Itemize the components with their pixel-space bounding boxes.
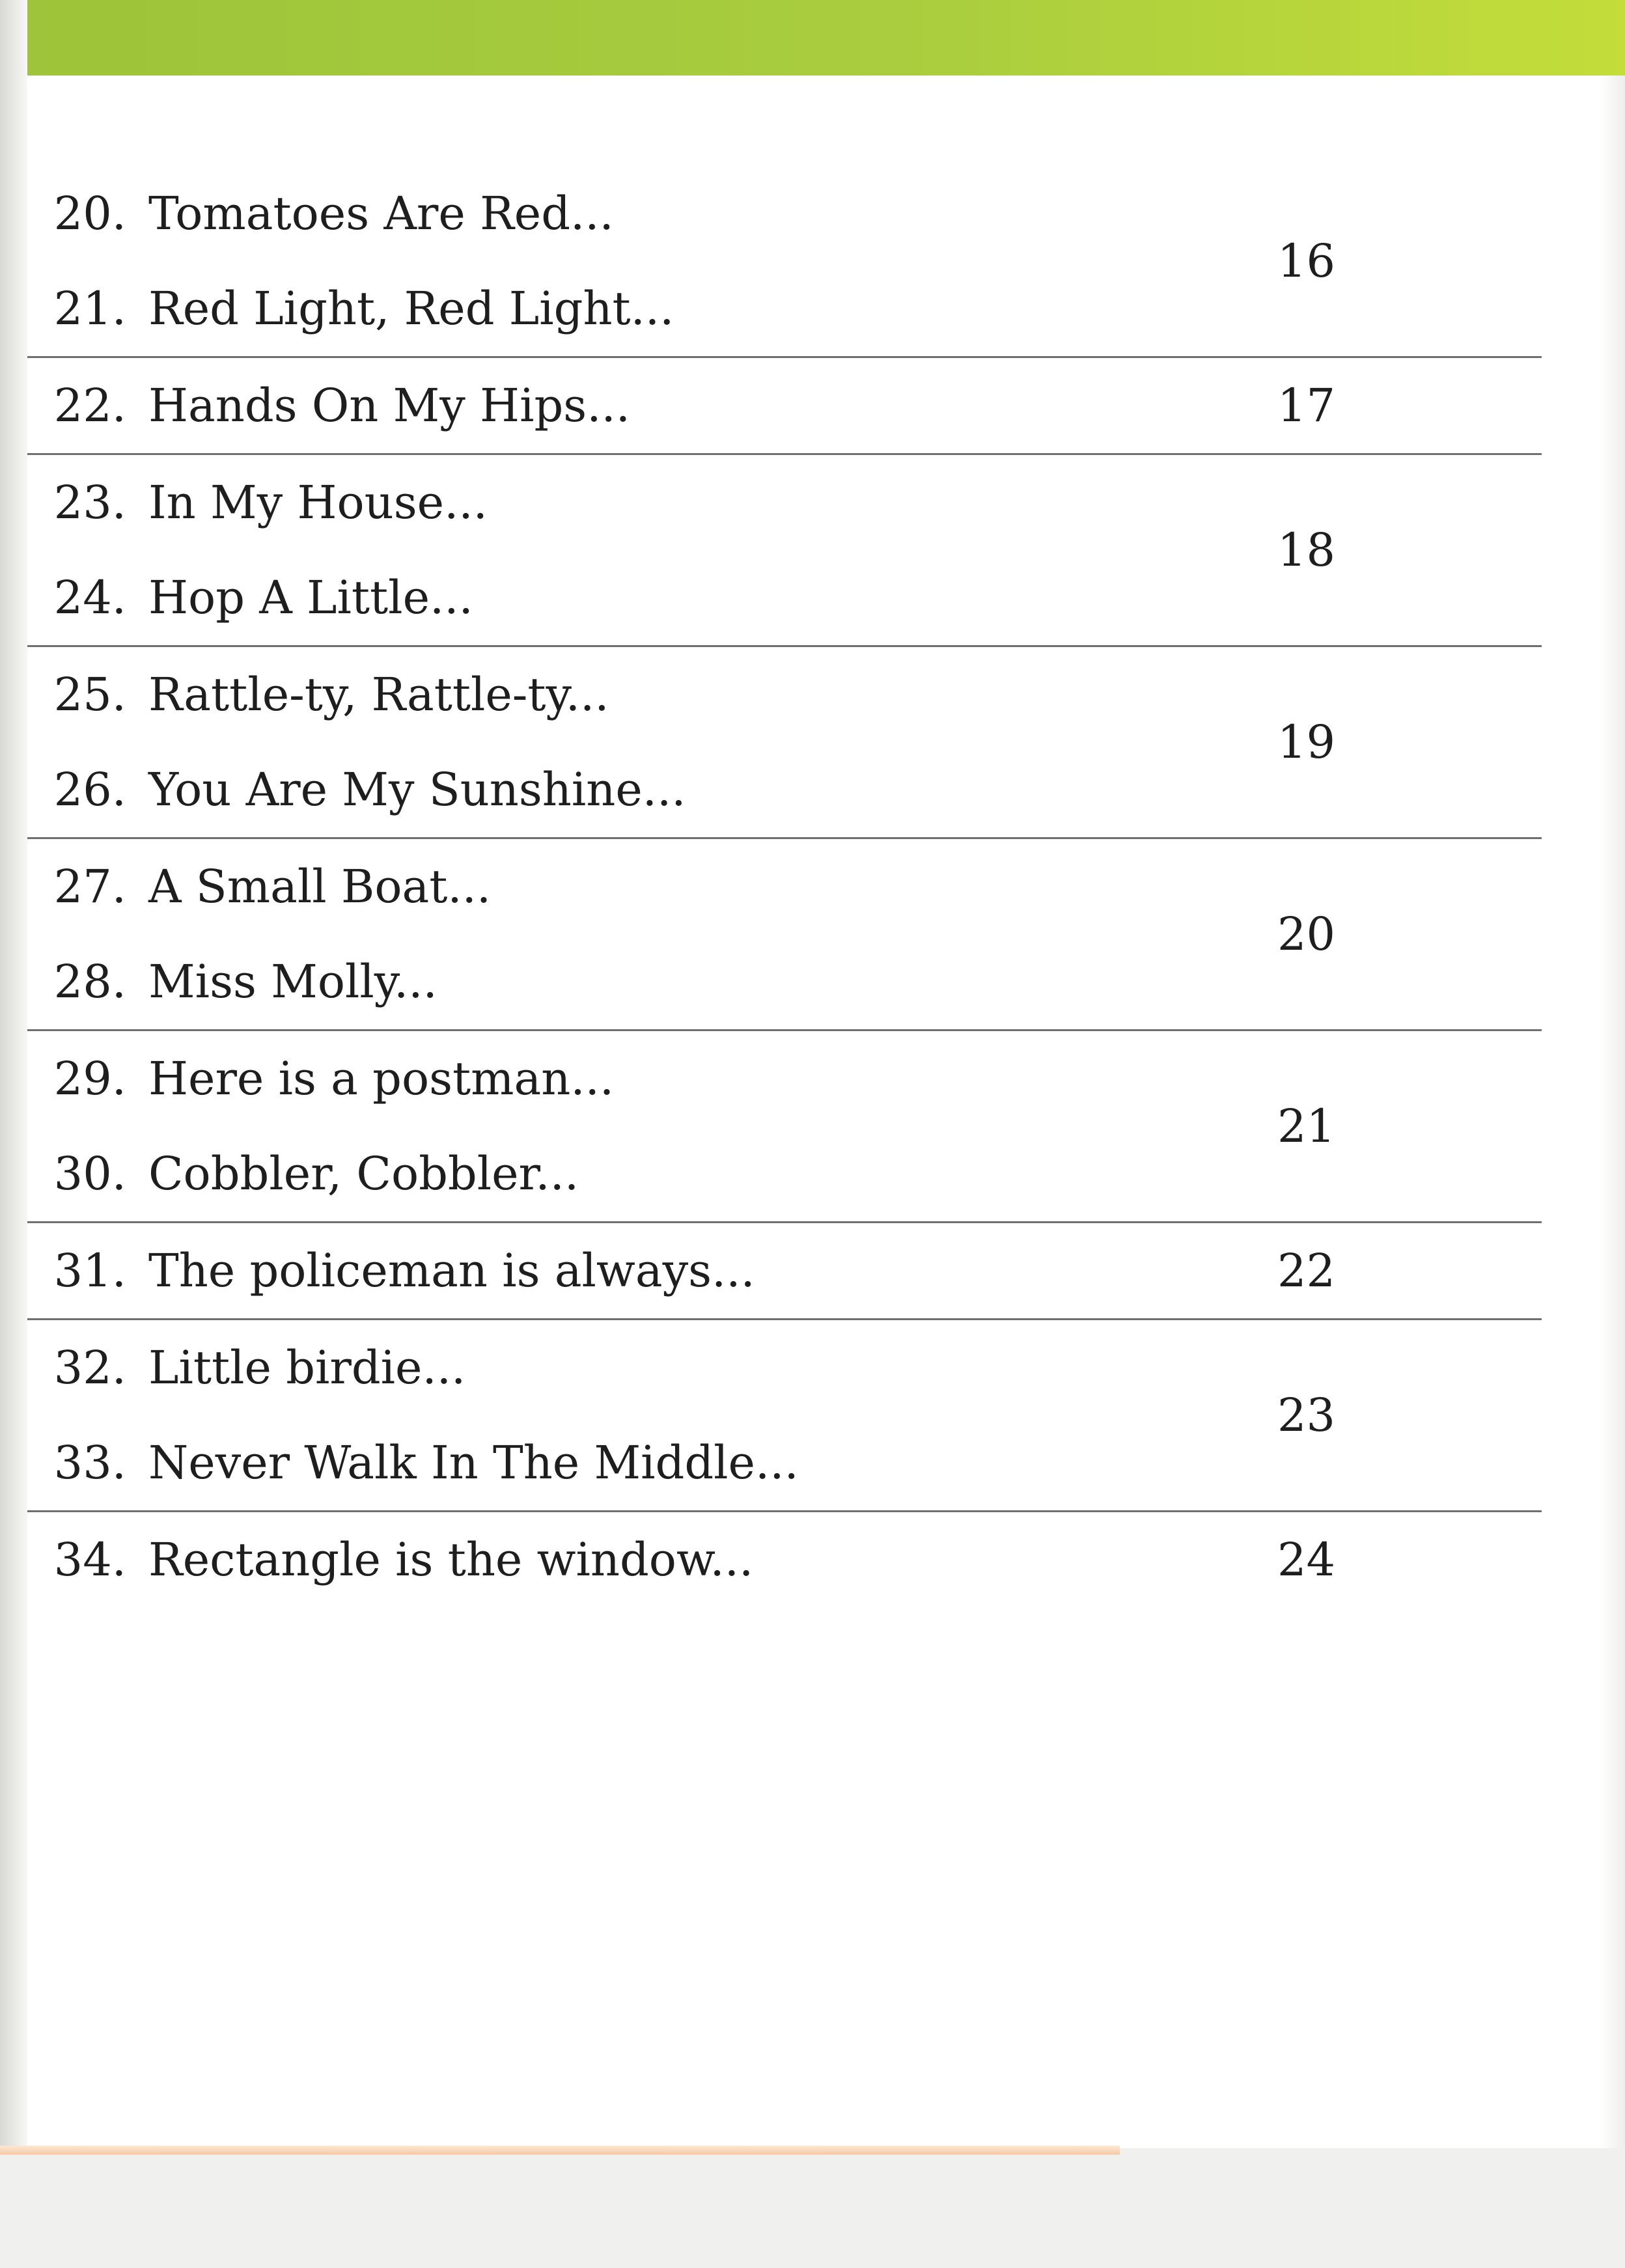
entry-number: 31. (53, 1244, 126, 1297)
page-right-edge (1599, 0, 1625, 2268)
toc-group (27, 1223, 1542, 1320)
entry-number: 22. (53, 379, 126, 432)
toc-group (27, 1320, 1542, 1512)
entry-number: 26. (53, 763, 126, 816)
page-bottom-margin (0, 2148, 1625, 2268)
entry-number: 21. (53, 282, 126, 335)
entry-title: The policeman is always... (148, 1244, 755, 1297)
table-of-contents (27, 166, 1542, 1607)
entry-number: 34. (53, 1533, 126, 1586)
toc-group (27, 647, 1542, 839)
entry-number: 25. (53, 668, 126, 721)
entry-title: Here is a postman... (148, 1052, 615, 1105)
entry-title: Rattle-ty, Rattle-ty... (148, 668, 609, 721)
page-number: 18 (1277, 523, 1336, 577)
entry-title: Cobbler, Cobbler... (148, 1147, 579, 1200)
bottom-color-rule (0, 2146, 1120, 2155)
entry-title: Tomatoes Are Red... (148, 187, 614, 240)
page-number: 24 (1277, 1533, 1336, 1586)
entry-title: Rectangle is the window... (148, 1533, 754, 1586)
entry-title: Little birdie... (148, 1341, 466, 1394)
header-color-band (27, 0, 1625, 76)
entry-number: 32. (53, 1341, 126, 1394)
entry-number: 20. (53, 187, 126, 240)
page-number: 17 (1277, 379, 1336, 432)
toc-group (27, 1031, 1542, 1223)
page-number: 20 (1277, 907, 1336, 961)
page-binding-edge (0, 0, 27, 2268)
toc-group (27, 839, 1542, 1031)
toc-group (27, 166, 1542, 358)
entry-title: Red Light, Red Light... (148, 282, 674, 335)
entry-title: Hop A Little... (148, 571, 473, 624)
entry-number: 30. (53, 1147, 126, 1200)
entry-number: 23. (53, 476, 126, 529)
entry-title: Hands On My Hips... (148, 379, 630, 432)
entry-number: 27. (53, 860, 126, 913)
entry-number: 24. (53, 571, 126, 624)
entry-title: In My House... (148, 476, 488, 529)
entry-title: Never Walk In The Middle... (148, 1436, 799, 1489)
page-number: 16 (1277, 234, 1336, 288)
page-number: 19 (1277, 715, 1336, 769)
toc-group (27, 358, 1542, 455)
entry-title: Miss Molly... (148, 955, 438, 1008)
entry-title: A Small Boat... (148, 860, 492, 913)
page-number: 22 (1277, 1244, 1336, 1297)
entry-number: 29. (53, 1052, 126, 1105)
toc-group (27, 455, 1542, 647)
toc-group (27, 1512, 1542, 1607)
entry-number: 28. (53, 955, 126, 1008)
entry-number: 33. (53, 1436, 126, 1489)
page-number: 21 (1277, 1099, 1336, 1153)
entry-title: You Are My Sunshine... (148, 763, 686, 816)
page-number: 23 (1277, 1389, 1336, 1442)
